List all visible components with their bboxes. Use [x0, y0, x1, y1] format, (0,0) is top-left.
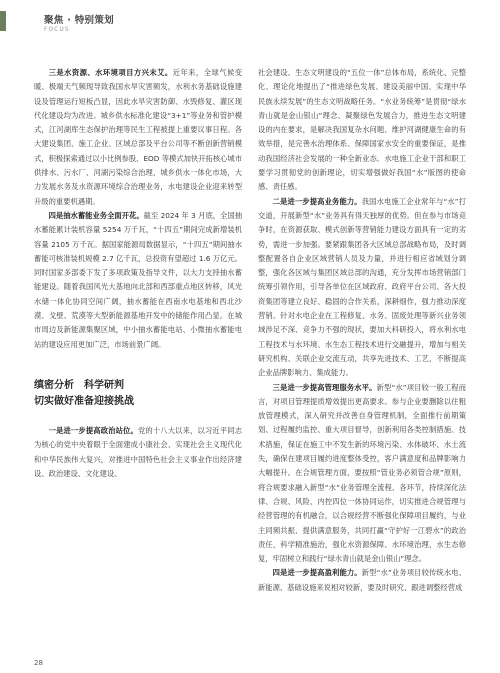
paragraph-water-resources: [34, 66, 242, 209]
page-number: 28: [34, 659, 43, 667]
paragraph-management-service: [258, 381, 466, 567]
paragraph-lead: 四是进一步提高盈利能力。: [272, 568, 362, 578]
paragraph-profitability: [258, 566, 466, 595]
paragraph-body: 新型“水”项目较一般工程而言，对项目管理提质增效提出更高要求。参与企业要删除以往粗放管理模式，深入研究并改善自身管理机制，全面推行前期策划、过程履约监控、重大项目督导，创新利用各类控制措施、技术措施，保证在施工中不发生新的环境污染、水体破坏、水土流失，确保在建项目履约进度整体受控，客户满意度和品牌影响力大幅提升。在合规管理方面，要按照“管业务必须管合规”原则，将合规要求融入新型“水”业务管理全流程、各环节，持续深化法律、合规、风险、内控四位一体协同运作，切实推进合规管理与经营管理的有机融合，以合规经营不断强化保障项目履约，与业主同频共振、提供满意服务，共同打赢“守护好一江碧水”的政治责任，科学精准施治，强化水资源保障、水环境治理、水生态修复，牢固树立和践行“绿水青山就是金山银山”理念。: [258, 382, 466, 564]
paragraph-political-stance: [34, 424, 242, 481]
column-title: 聚焦 · 特别策划: [44, 15, 114, 26]
paragraph-pumped-storage: [34, 209, 242, 352]
paragraph-body: 党的十八大以来，以习近平同志为核心的党中央着眼于全面建成小康社会、实现社会主义现代化和中华民族伟大复兴，对推进中国特色社会主义事业作出经济建设、政治建设、文化建设、: [34, 425, 243, 478]
header-accent-bar: [0, 11, 6, 31]
column-subtitle: FOCUS: [44, 26, 70, 33]
paragraph-lead: 四是抽水蓄能业务全面开花。: [48, 210, 144, 220]
section-heading-line-1: 缜密分析 科学研判: [34, 379, 124, 391]
left-column: [34, 66, 242, 481]
paragraph-lead: 三是进一步提高管理服务水平。: [272, 382, 377, 392]
paragraph-lead: 一是进一步提高政治站位。: [48, 425, 138, 435]
right-column: [258, 66, 466, 595]
paragraph-body: 新型“水”业务项目较传统水电、新能源、基础设施来说相对较新，要及时研究、跟进调整经营成: [258, 568, 467, 592]
paragraph-body: 近年来，全球气候变暖、极端天气频现导致我国水旱灾害频发，水利水务基础设施建设及管理运行短板凸显，因此水旱灾害防御、水毁修复、灌区现代化建设均为改进。城乡供水标准化建设“3+1”等业务和管护模式，江河湖库生态保护治理等民生工程被提上重要议事日程。各大建设集团、施工企业、区域总部及平台公司等不断创新营销模式，积极探索通过以小比例参股、EOD 等模式加快开拓核心城市供排水、污水厂、河湖污染综合治理、城乡供水一体化市场，大力发展水务及水资源环境综合治理业务，水电建设企业迎来转型升级的重要机遇期。: [34, 68, 243, 206]
page-header: [0, 0, 500, 46]
paragraph-body: 社会建设、生态文明建设的“五位一体”总体布局，系统化、完整化、理论化地提出了“推进绿色发展、建设美丽中国、实现中华民族永续发展”的生态文明战略任务。“水业务统筹”是贯彻“绿水青山就是金山银山”理念、凝聚绿色发展合力，推进生态文明建设的内在要求，是解决我国复杂水问题、维护河湖健康生命的有效举措，是完善水治理体系、保障国家水安全的重要保证，是推动我国经济社会发展的一种全新业态。水电施工企业干部和职工要学习贯彻党的创新理论，切实增强做好我国“水”版图的使命感、责任感。: [258, 68, 466, 192]
section-heading-line-2: 切实做好准备迎接挑战: [34, 395, 134, 407]
paragraph-body: 截至 2024 年 3 月底，全国抽水蓄能累计装机容量 5254 万千瓦，“十四五”期间完成新增装机容量 2105 万千瓦。据国家能源局数据显示，“十四五”期间抽水蓄能可核准装机规模 2.7 亿千瓦，总投资有望超过 1.6 万亿元。同时国家多部委下发了多项政策及指导文件，以大力支持抽水蓄能建设。随着我国风光大基地向北部和西部重点地区转移，风光水储一体化协同空间广阔，抽水蓄能在西南水电基地和西北沙漠、戈壁、荒漠等大型新能源基地开发中的储能作用凸显。在城市周边及新能源集聚区域，中小抽水蓄能电站、小微抽水蓄能电站的建设应用更加广泛，市场前景广阔。: [34, 210, 242, 349]
section-heading: [34, 378, 242, 410]
paragraph-lead: 二是进一步提高业务能力。: [272, 196, 362, 206]
paragraph-business-capacity: [258, 195, 466, 381]
paragraph-lead: 三是水资源、水环境项目方兴未艾。: [48, 68, 173, 77]
paragraph-continued: [258, 66, 466, 195]
section-spacer: [34, 410, 242, 424]
paragraph-body: 我国水电施工企业常年与“水”打交道，开展新型“水”业务具有得天独厚的优势。但在参与市场竞争时，在资源获取、模式创新等营销能力建设方面具有一定的劣势，需进一步加强。要紧跟集团各大区域总部战略布局，及时调整配置各自企业区域营销人员及力量，并进行相应省域划分调整，强化各区域与集团区域总部的沟通，充分发挥市场营销部门统筹引领作用，引导各单位在区域政府、政府平台公司、各大投资集团等建立良好、稳固的合作关系，深耕细作，强力推动深度营销。针对水电企业在工程修复、水务、固废处理等新兴业务领域涉足不深、竞争力不强的现状，要加大科研投入，将水利水电工程技术与水环境、水生态工程技术进行交融提升，增加与相关研究机构、关联企业交流互动，共享先进技术、工艺，不断提高企业品牌影响力、集成能力。: [258, 196, 467, 378]
